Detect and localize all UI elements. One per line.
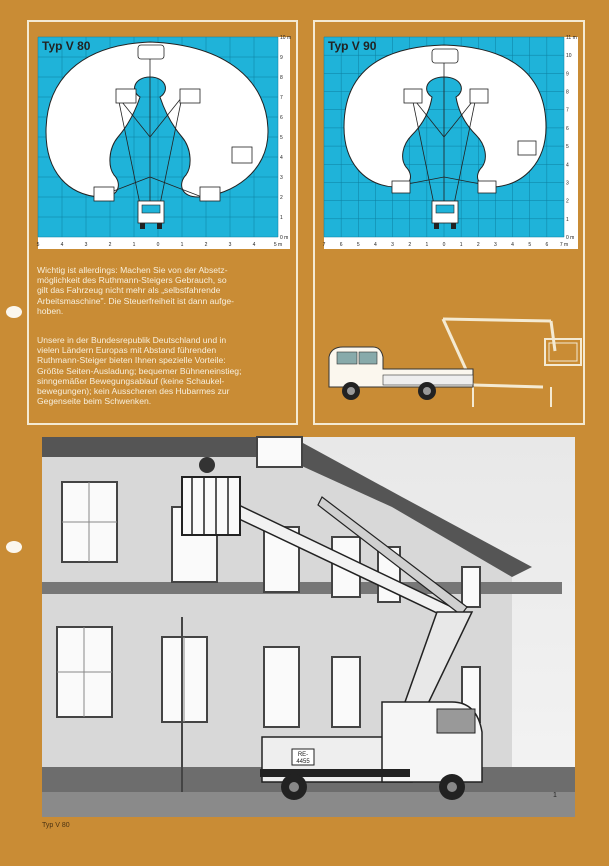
page-mark: 1 (553, 792, 557, 799)
v90-x-tick-label: 7 m (559, 242, 569, 248)
v90-working-range-diagram (324, 37, 578, 249)
illus-basket (545, 339, 581, 365)
v90-x-tick-label: 1 (459, 242, 463, 248)
photo-caption: Typ V 80 (42, 822, 70, 829)
v80-x-tick-label: 1 (180, 242, 184, 248)
illus-truck (329, 347, 473, 400)
v90-x-tick-label: 2 (476, 242, 480, 248)
v80-y-tick-label: 6 (280, 115, 283, 121)
v80-y-tick-label: 10 m (280, 35, 292, 41)
photo-canopy (42, 582, 562, 594)
v90-y-tick-label: 0 m (566, 235, 575, 241)
v80-title: Typ V 80 (42, 39, 91, 53)
v80-x-tick-label: 0 (156, 242, 160, 248)
v90-title: Typ V 90 (328, 39, 377, 53)
v90-y-tick-label: 8 (566, 89, 569, 96)
v80-panel (27, 20, 298, 425)
v90-x-tick-label: 4 (374, 242, 377, 248)
v90-x-tick-label: 5 (528, 242, 532, 248)
v90-x-tick-label: 3 (494, 242, 497, 248)
v80-y-tick-label: 7 (280, 95, 283, 101)
v90-y-tick-label: 2 (566, 198, 569, 205)
v90-y-tick-label: 3 (566, 180, 569, 187)
v90-x-tick-label: 1 (425, 242, 429, 248)
v80-x-tick-label: 2 (108, 242, 112, 248)
v90-y-tick-label: 5 (566, 144, 569, 151)
info-paragraph-1: Wichtig ist allerdings: Machen Sie von der Absetz- möglichkeit des Ruthmann-Steigers Gebrauch, so gilt das Fahrzeug nicht mehr als „selbstfahrende Arbeitsmaschine". Die Steuerfreiheit ist dann aufge- hoben. (37, 265, 234, 316)
v80-y-tick-label: 9 (280, 55, 283, 61)
punch-hole-bottom (6, 541, 22, 553)
v90-x-tick-label: 6 (545, 242, 549, 248)
v90-y-tick-label: 9 (566, 71, 569, 78)
v90-y-tick-label: 1 (566, 216, 569, 223)
info-paragraph-2: Unsere in der Bundesrepublik Deutschland und in vielen Ländern Europas mit Abstand führenden Ruthmann-Steiger bieten Ihnen spezielle Vorteile: Größte Seiten-Ausladung; bequemer Bühneneinstieg; sinngemäßer Bewegungsablauf (keine Schaukel- bewegungen); kein Ausscheren des Hubarmes zur Gegenseite beim Schwenken. (37, 335, 242, 407)
v90-x-tick-label: 2 (408, 242, 412, 248)
v80-x-tick-label: 3 (84, 242, 88, 248)
v80-x-tick-label: 5 m (273, 242, 283, 248)
v80-x-axis (37, 242, 283, 248)
truck-with-lift-illustration (323, 307, 575, 424)
v90-y-tick-label: 6 (566, 125, 569, 132)
v80-y-tick-label: 5 (280, 135, 283, 141)
v80-working-range-diagram (38, 37, 290, 249)
v90-diagram-svg (324, 37, 578, 249)
v90-y-tick-label: 10 (566, 53, 572, 60)
v80-y-axis (280, 35, 291, 241)
v80-y-tick-label: 3 (280, 175, 283, 181)
v90-panel (313, 20, 585, 425)
v80-diagram-svg (38, 37, 290, 249)
v90-y-axis (566, 35, 577, 241)
v80-y-tick-label: 4 (280, 155, 283, 161)
v80-x-tick-label: 5 (36, 242, 40, 248)
v90-y-tick-label: 7 (566, 107, 569, 114)
v90-y-tick-label: 4 (566, 162, 569, 169)
v80-x-tick-label: 4 (60, 242, 64, 248)
license-plate-text: RE-4455 (296, 752, 310, 765)
v90-x-tick-label: 5 (356, 242, 360, 248)
v90-x-tick-label: 3 (391, 242, 394, 248)
photo-svg (42, 437, 575, 817)
v90-x-tick-label: 4 (511, 242, 514, 248)
v90-x-tick-label: 0 (442, 242, 446, 248)
v80-y-tick-label: 0 m (280, 235, 289, 241)
v80-x-tick-label: 3 (228, 242, 232, 248)
v90-x-axis (323, 242, 569, 248)
illus-outriggers (473, 387, 551, 407)
v80-y-tick-label: 2 (280, 195, 283, 201)
truck-illustration-svg (323, 307, 575, 419)
v80-y-tick-label: 1 (280, 215, 283, 221)
v90-x-tick-label: 7 (322, 242, 326, 248)
v80-x-tick-label: 4 (252, 242, 256, 248)
photo-sidewalk (42, 792, 575, 817)
v80-y-tick-label: 8 (280, 75, 283, 81)
v90-x-tick-label: 6 (339, 242, 343, 248)
building-photo (42, 437, 575, 822)
v90-y-tick-label: 11 m (566, 35, 577, 41)
v80-x-tick-label: 1 (132, 242, 136, 248)
v80-x-tick-label: 2 (204, 242, 208, 248)
punch-hole-top (6, 306, 22, 318)
